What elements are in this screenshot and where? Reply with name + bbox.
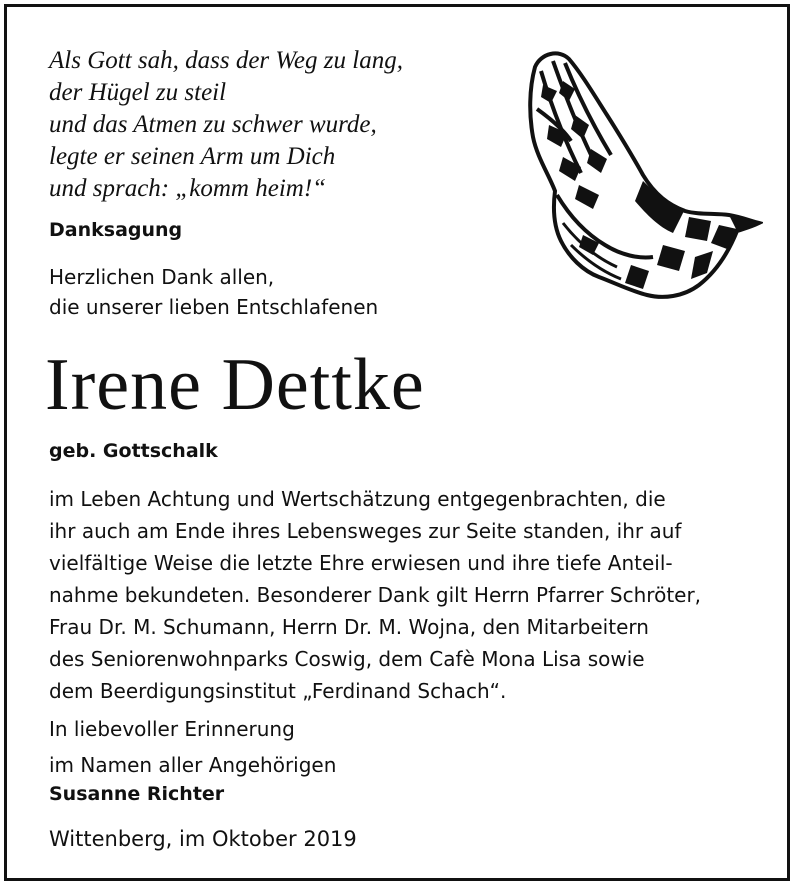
heading-danksagung: Danksagung: [49, 219, 183, 241]
signatory-name: Susanne Richter: [49, 783, 225, 805]
body-line: im Leben Achtung und Wertschätzung entgegenbrachten, die: [49, 487, 666, 511]
body-line: des Seniorenwohnparks Coswig, dem Cafè Mona Lisa sowie: [49, 647, 645, 671]
thanks-body: [49, 483, 769, 707]
birth-name: geb. Gottschalk: [49, 440, 218, 462]
poem-line: legte er seinen Arm um Dich: [49, 143, 336, 170]
poem-line: der Hügel zu steil: [49, 79, 227, 106]
poem-line: Als Gott sah, dass der Weg zu lang,: [49, 47, 403, 74]
praying-hands-icon: [523, 45, 763, 305]
closing-line: im Namen aller Angehörigen: [49, 753, 337, 777]
intro-line: die unserer lieben Entschlafenen: [49, 295, 379, 319]
body-line: ihr auch am Ende ihres Lebensweges zur Seite standen, ihr auf: [49, 519, 682, 543]
body-line: dem Beerdigungsinstitut „Ferdinand Schach“.: [49, 679, 507, 703]
poem-line: und sprach: „komm heim!“: [49, 175, 327, 202]
deceased-name: Irene Dettke: [45, 344, 425, 426]
place-date: Wittenberg, im Oktober 2019: [49, 827, 357, 851]
closing-line: In liebevoller Erinnerung: [49, 717, 295, 741]
body-line: vielfältige Weise die letzte Ehre erwiesen und ihre tiefe Anteil-: [49, 551, 673, 575]
closing-block: [49, 711, 336, 783]
intro-line: Herzlichen Dank allen,: [49, 265, 275, 289]
poem-verse: [49, 45, 519, 205]
obituary-notice: [4, 4, 790, 881]
body-line: Frau Dr. M. Schumann, Herrn Dr. M. Wojna, den Mitarbeitern: [49, 615, 649, 639]
body-line: nahme bekundeten. Besonderer Dank gilt Herrn Pfarrer Schröter,: [49, 583, 702, 607]
poem-line: und das Atmen zu schwer wurde,: [49, 111, 377, 138]
intro-text: [49, 262, 378, 322]
